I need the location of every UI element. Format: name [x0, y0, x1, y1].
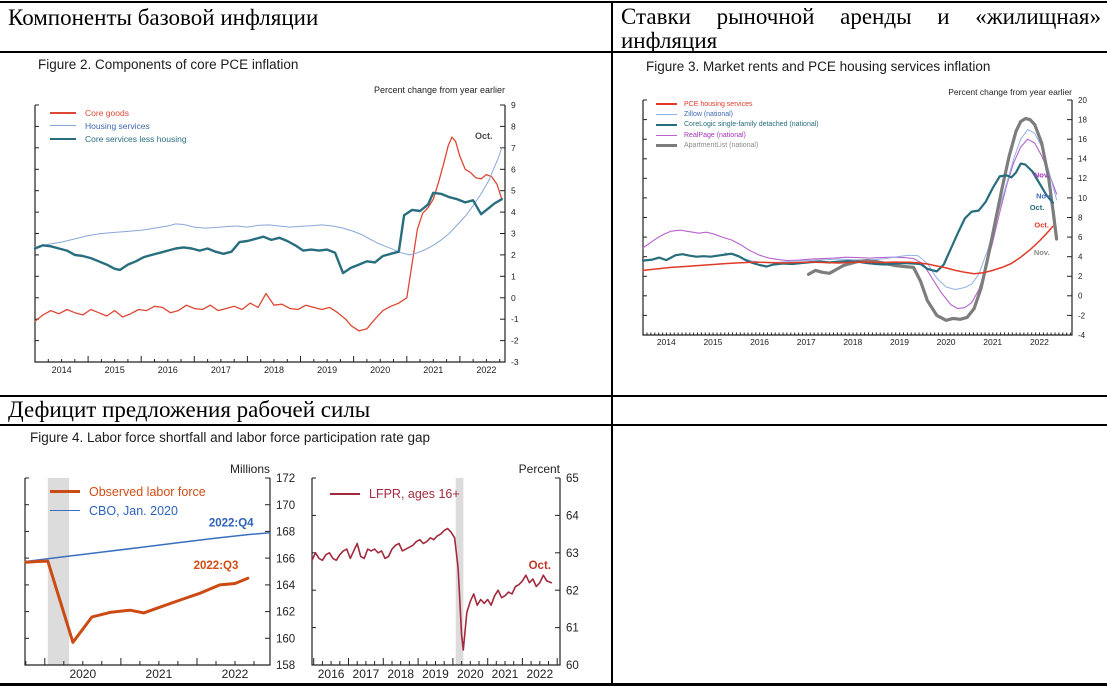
svg-text:0: 0: [1078, 291, 1083, 301]
svg-text:2: 2: [511, 249, 516, 260]
legend-line-sample: [50, 510, 80, 511]
svg-text:Nov.: Nov.: [1036, 191, 1052, 201]
legend-label: Core goods: [85, 107, 129, 118]
fig4b-legend: [330, 484, 460, 503]
legend-item: [656, 130, 819, 140]
header-market-rents-line1: Ставки рыночной аренды и «жилищная»: [621, 4, 1101, 29]
legend-line-sample: [50, 112, 76, 114]
svg-text:2021: 2021: [491, 667, 519, 681]
header-labor-shortfall: Дефицит предложения рабочей силы: [8, 397, 371, 422]
svg-text:2022: 2022: [221, 667, 249, 681]
svg-text:60: 60: [566, 660, 579, 673]
svg-text:168: 168: [276, 526, 296, 539]
legend-item: [656, 99, 819, 109]
fig3-caption: Figure 3. Market rents and PCE housing services inflation: [646, 59, 991, 74]
core-goods-line: [35, 137, 502, 331]
legend-label: ApartmentList (national): [684, 142, 759, 150]
svg-text:2022: 2022: [1029, 337, 1049, 347]
svg-text:Millions: Millions: [229, 462, 270, 476]
svg-text:2015: 2015: [104, 365, 125, 375]
header-core-inflation: Компоненты базовой инфляции: [8, 5, 319, 30]
legend-item: [50, 501, 206, 520]
svg-text:2021: 2021: [983, 337, 1003, 347]
svg-text:170: 170: [276, 499, 296, 512]
svg-text:2016: 2016: [750, 337, 770, 347]
legend-label: CBO, Jan. 2020: [89, 503, 178, 518]
legend-item: [330, 484, 460, 503]
svg-text:3: 3: [511, 228, 516, 239]
svg-text:61: 61: [566, 622, 579, 635]
legend-line-sample: [50, 125, 76, 126]
svg-text:2020: 2020: [936, 337, 956, 347]
svg-text:2018: 2018: [263, 365, 285, 375]
legend-item: [656, 141, 819, 151]
legend-item: [50, 132, 187, 145]
svg-text:166: 166: [276, 553, 296, 566]
svg-text:2021: 2021: [423, 365, 444, 375]
svg-text:2020: 2020: [370, 365, 391, 375]
svg-text:Oct.: Oct.: [1029, 203, 1045, 213]
svg-text:2022: 2022: [476, 365, 497, 375]
legend-line-sample: [330, 493, 360, 495]
svg-text:-3: -3: [511, 357, 519, 368]
svg-text:2015: 2015: [703, 337, 723, 347]
svg-text:164: 164: [276, 579, 296, 592]
svg-text:64: 64: [566, 510, 579, 523]
legend-label: CoreLogic single-family detached (national): [684, 121, 819, 129]
svg-text:162: 162: [276, 606, 296, 619]
legend-label: RealPage (national): [684, 131, 746, 139]
svg-text:4: 4: [1078, 252, 1083, 262]
svg-text:2019: 2019: [890, 337, 909, 347]
fig2-caption: Figure 2. Components of core PCE inflation: [38, 57, 299, 72]
legend-label: PCE housing services: [684, 100, 753, 108]
svg-text:2014: 2014: [656, 337, 676, 347]
svg-text:Percent change from year earli: Percent change from year earlier: [373, 85, 505, 95]
fig4-caption: Figure 4. Labor force shortfall and labor force participation rate gap: [30, 430, 430, 445]
fig2-legend: [50, 106, 187, 145]
svg-text:5: 5: [511, 185, 516, 196]
svg-text:Oct.: Oct.: [475, 131, 493, 142]
legend-line-sample: [656, 124, 677, 126]
legend-label: LFPR, ages 16+: [369, 486, 460, 501]
svg-text:4: 4: [511, 207, 516, 218]
svg-text:Oct.: Oct.: [528, 559, 551, 572]
svg-text:6: 6: [511, 164, 516, 175]
svg-text:Nov.: Nov.: [1033, 170, 1050, 180]
legend-label: Zillow (national): [684, 111, 734, 119]
svg-text:-4: -4: [1078, 330, 1086, 340]
svg-text:2019: 2019: [422, 667, 449, 681]
svg-text:0: 0: [511, 292, 516, 303]
legend-line-sample: [656, 103, 677, 105]
svg-text:2017: 2017: [796, 337, 816, 347]
svg-text:2017: 2017: [352, 667, 380, 681]
svg-text:6: 6: [1078, 232, 1083, 242]
svg-text:-2: -2: [511, 335, 519, 346]
svg-text:160: 160: [276, 633, 296, 646]
svg-text:20: 20: [1078, 95, 1087, 105]
legend-line-sample: [656, 135, 677, 136]
legend-item: [50, 119, 187, 132]
svg-text:2018: 2018: [387, 667, 415, 681]
svg-text:-1: -1: [511, 314, 519, 325]
svg-text:65: 65: [566, 473, 579, 486]
svg-text:Percent change from year earli: Percent change from year earlier: [948, 87, 1072, 97]
svg-text:2022: 2022: [526, 667, 554, 681]
legend-line-sample: [656, 114, 677, 115]
svg-text:2016: 2016: [317, 667, 345, 681]
legend-label: Housing services: [85, 120, 150, 131]
svg-text:2: 2: [1078, 272, 1083, 282]
svg-text:18: 18: [1078, 115, 1087, 125]
fig3-legend: [656, 99, 819, 151]
legend-item: [656, 120, 819, 130]
svg-text:16: 16: [1078, 135, 1087, 145]
svg-text:63: 63: [566, 547, 579, 560]
svg-text:1: 1: [511, 271, 516, 282]
legend-item: [656, 109, 819, 119]
header-market-rents-line2: инфляция: [621, 28, 718, 53]
svg-text:172: 172: [276, 473, 296, 486]
legend-item: [50, 106, 187, 119]
svg-text:Oct.: Oct.: [1034, 220, 1049, 230]
svg-text:158: 158: [276, 660, 296, 673]
svg-text:2019: 2019: [317, 365, 338, 375]
svg-text:12: 12: [1078, 174, 1087, 184]
svg-text:2020: 2020: [456, 667, 484, 681]
svg-text:2022:Q3: 2022:Q3: [193, 560, 239, 573]
svg-text:10: 10: [1078, 193, 1087, 203]
svg-text:9: 9: [511, 100, 516, 111]
svg-text:2022:Q4: 2022:Q4: [208, 517, 254, 530]
svg-text:62: 62: [566, 585, 579, 598]
svg-text:Percent: Percent: [518, 462, 560, 476]
svg-text:2021: 2021: [145, 667, 173, 681]
svg-text:Nov.: Nov.: [1033, 247, 1050, 257]
svg-text:2017: 2017: [210, 365, 231, 375]
svg-text:8: 8: [1078, 213, 1083, 223]
svg-text:8: 8: [511, 121, 516, 132]
legend-line-sample: [50, 138, 76, 140]
legend-label: Observed labor force: [89, 484, 206, 499]
legend-item: [50, 482, 206, 501]
legend-label: Core services less housing: [85, 133, 187, 144]
svg-text:2018: 2018: [843, 337, 863, 347]
lfpr-line: [312, 529, 551, 651]
svg-text:-2: -2: [1078, 311, 1086, 321]
legend-line-sample: [50, 490, 80, 493]
svg-text:2016: 2016: [157, 365, 178, 375]
svg-text:2014: 2014: [51, 365, 72, 375]
legend-line-sample: [656, 144, 677, 147]
svg-text:2020: 2020: [69, 667, 97, 681]
corelogic-line: [643, 164, 1053, 272]
svg-text:7: 7: [511, 142, 516, 153]
fig4a-legend: [50, 482, 206, 520]
svg-text:14: 14: [1078, 154, 1087, 164]
